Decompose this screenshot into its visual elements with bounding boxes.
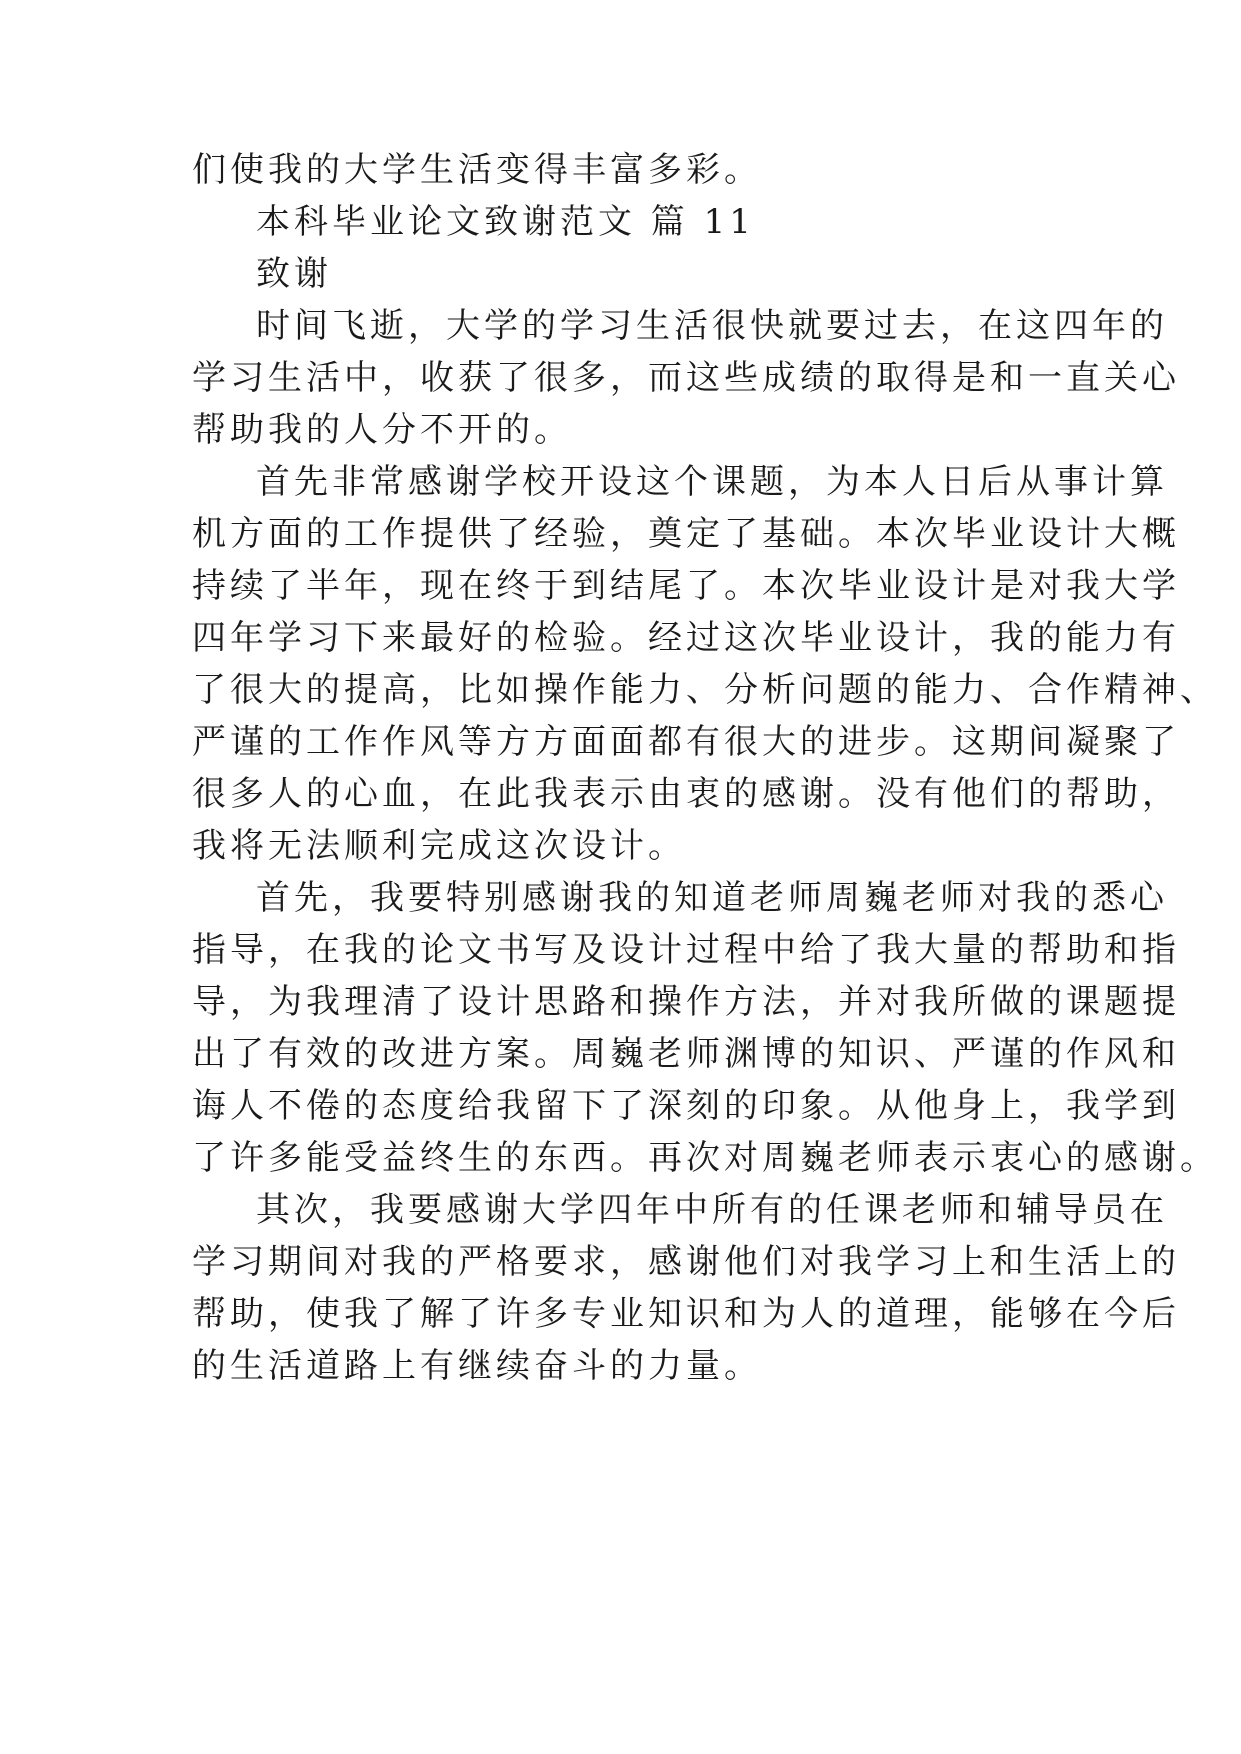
text-line: 指导，在我的论文书写及设计过程中给了我大量的帮助和指 <box>192 930 1180 970</box>
text-line: 持续了半年，现在终于到结尾了。本次毕业设计是对我大学 <box>192 566 1180 606</box>
text-line: 时间飞逝，大学的学习生活很快就要过去，在这四年的 <box>256 306 1168 346</box>
text-line: 出了有效的改进方案。周巍老师渊博的知识、严谨的作风和 <box>192 1034 1180 1074</box>
text-line: 严谨的工作作风等方方面面都有很大的进步。这期间凝聚了 <box>192 722 1180 762</box>
text-line: 帮助，使我了解了许多专业知识和为人的道理，能够在今后 <box>192 1294 1180 1334</box>
text-line: 我将无法顺利完成这次设计。 <box>192 826 686 866</box>
text-line: 首先，我要特别感谢我的知道老师周巍老师对我的悉心 <box>256 878 1168 918</box>
text-line: 们使我的大学生活变得丰富多彩。 <box>192 150 762 190</box>
text-line: 四年学习下来最好的检验。经过这次毕业设计，我的能力有 <box>192 618 1180 658</box>
section-title: 本科毕业论文致谢范文 篇 11 <box>256 202 755 242</box>
text-line: 其次，我要感谢大学四年中所有的任课老师和辅导员在 <box>256 1190 1168 1230</box>
text-line: 很多人的心血，在此我表示由衷的感谢。没有他们的帮助， <box>192 774 1180 814</box>
text-line: 首先非常感谢学校开设这个课题，为本人日后从事计算 <box>256 462 1168 502</box>
text-line: 帮助我的人分不开的。 <box>192 410 572 450</box>
text-line: 机方面的工作提供了经验，奠定了基础。本次毕业设计大概 <box>192 514 1180 554</box>
text-line: 的生活道路上有继续奋斗的力量。 <box>192 1346 762 1386</box>
text-line: 了很大的提高，比如操作能力、分析问题的能力、合作精神、 <box>192 670 1218 710</box>
section-heading: 致谢 <box>256 254 332 294</box>
text-line: 学习生活中，收获了很多，而这些成绩的取得是和一直关心 <box>192 358 1180 398</box>
text-line: 导，为我理清了设计思路和操作方法，并对我所做的课题提 <box>192 982 1180 1022</box>
text-line: 学习期间对我的严格要求，感谢他们对我学习上和生活上的 <box>192 1242 1180 1282</box>
text-line: 了许多能受益终生的东西。再次对周巍老师表示衷心的感谢。 <box>192 1138 1218 1178</box>
text-line: 诲人不倦的态度给我留下了深刻的印象。从他身上，我学到 <box>192 1086 1180 1126</box>
